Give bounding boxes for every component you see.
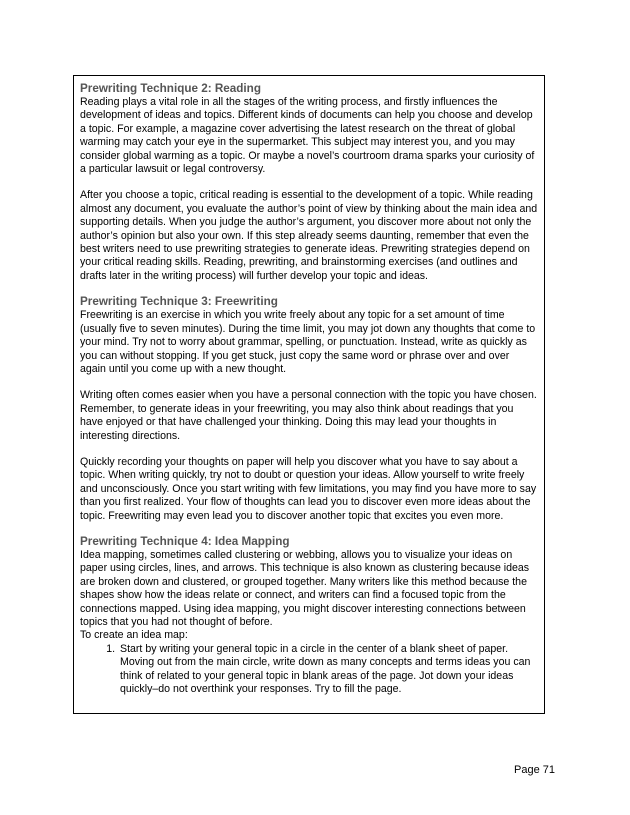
paragraph: Reading plays a vital role in all the stages of the writing process, and firstly influences the development of ideas and topics. Different kinds of documents can help you choose and develop a topic. For example, a magazine cover advertising the latest research on the threat of global warming may catch your eye in the supermarket. This subject may interest you, and you may consider global warming as a topic. Or maybe a novel’s courtroom drama sparks your curiosity of a particular lawsuit or legal controversy. (80, 96, 535, 176)
paragraph: Idea mapping, sometimes called clustering or webbing, allows you to visualize your ideas on paper using circles, lines, and arrows. This technique is also known as clustering because ideas are broken down and clustered, or grouped together. Many writers like this method because the shapes show how the ideas relate or connect, and writers can find a focused topic from the connections mapped. Using idea mapping, you might discover interesting connections between topics that you had not thought of before. (80, 548, 530, 628)
numbered-list (80, 643, 538, 697)
paragraph: Quickly recording your thoughts on paper will help you discover what you have to say about a topic. When writing quickly, try not to doubt or question your ideas. Allow yourself to write freely and unconsciously. Once you start writing with few limitations, you may find you have more to say than you first realized. Your flow of thoughts can lead you to discover even more ideas about the topic. Freewriting may even lead you to discover another topic that excites you even more. (80, 455, 537, 522)
paragraph: Freewriting is an exercise in which you write freely about any topic for a set amount of time (usually five to seven minutes). During the time limit, you may jot down any thoughts that come to your mind. Try not to worry about grammar, spelling, or punctuation. Instead, write as quickly as you can without stopping. If you get stuck, just copy the same word or phrase over and over again until you come up with a new thought. (80, 309, 536, 375)
page-number: Page 71 (514, 764, 555, 776)
section-heading-freewriting: Prewriting Technique 3: Freewriting (80, 295, 278, 309)
paragraph: Writing often comes easier when you have a personal connection with the topic you have chosen. Remember, to generate ideas in your freewriting, you may also think about readings that you have enjoyed or that have challenged your thinking. Doing this may lead your thoughts in interesting directions. (80, 389, 537, 442)
paragraph: After you choose a topic, critical reading is essential to the development of a topic. While reading almost any document, you evaluate the author’s point of view by thinking about the main idea and supporting details. When you judge the author’s argument, you discover more about not only the author’s opinion but also your own. If this step already seems daunting, remember that even the best writers need to use prewriting strategies to generate ideas. Prewriting strategies depend on your critical reading skills. Reading, prewriting, and brainstorming exercises (and outlines and drafts later in the writing process) will further develop your topic and ideas. (80, 189, 538, 282)
list-item: 1. Start by writing your general topic in a circle in the center of a blank sheet of paper. Moving out from the main circle, write down as many concepts and terms ideas you can think of related to your general topic in blank areas of the page. Jot down your ideas quickly–do not overthink your responses. Try to fill the page. (118, 643, 538, 697)
section-heading-idea-mapping: Prewriting Technique 4: Idea Mapping (80, 534, 290, 548)
section-heading-reading: Prewriting Technique 2: Reading (80, 82, 261, 95)
content-box (73, 75, 545, 714)
list-intro: To create an idea map: (80, 629, 188, 642)
